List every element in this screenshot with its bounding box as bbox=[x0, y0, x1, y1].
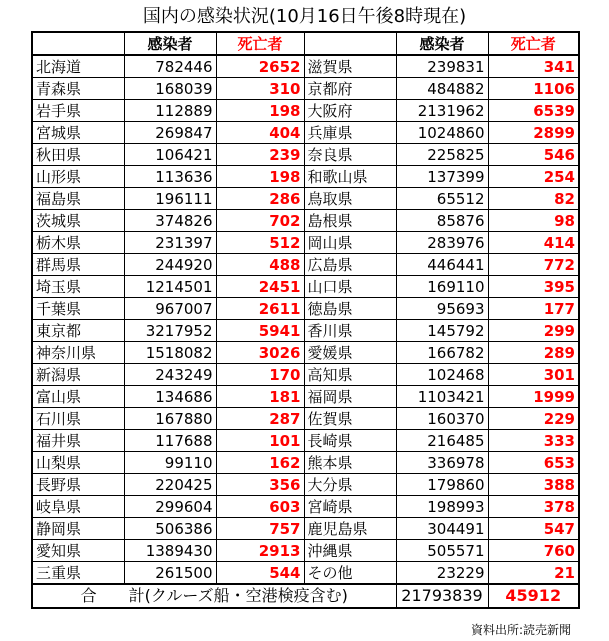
case-count: 283976 bbox=[396, 232, 488, 254]
case-count: 160370 bbox=[396, 408, 488, 430]
case-count: 106421 bbox=[124, 144, 216, 166]
case-count: 23229 bbox=[396, 562, 488, 585]
death-count: 547 bbox=[488, 518, 579, 540]
table-row bbox=[32, 254, 579, 276]
case-count: 198993 bbox=[396, 496, 488, 518]
prefecture-name: 岐阜県 bbox=[32, 496, 124, 518]
table-row bbox=[32, 518, 579, 540]
death-count: 239 bbox=[216, 144, 304, 166]
case-count: 304491 bbox=[396, 518, 488, 540]
table-row bbox=[32, 320, 579, 342]
death-count: 101 bbox=[216, 430, 304, 452]
death-count: 488 bbox=[216, 254, 304, 276]
table-row bbox=[32, 276, 579, 298]
death-count: 170 bbox=[216, 364, 304, 386]
table-row bbox=[32, 386, 579, 408]
death-count: 3026 bbox=[216, 342, 304, 364]
prefecture-name: 島根県 bbox=[304, 210, 396, 232]
header-cases-left: 感染者 bbox=[124, 32, 216, 55]
death-count: 356 bbox=[216, 474, 304, 496]
source-note: 資料出所:読売新聞 bbox=[470, 623, 571, 637]
case-count: 137399 bbox=[396, 166, 488, 188]
death-count: 286 bbox=[216, 188, 304, 210]
case-count: 145792 bbox=[396, 320, 488, 342]
header-deaths-right: 死亡者 bbox=[488, 32, 579, 55]
case-count: 261500 bbox=[124, 562, 216, 585]
case-count: 95693 bbox=[396, 298, 488, 320]
prefecture-name: 福島県 bbox=[32, 188, 124, 210]
death-count: 1999 bbox=[488, 386, 579, 408]
case-count: 179860 bbox=[396, 474, 488, 496]
table-row bbox=[32, 298, 579, 320]
table-row bbox=[32, 452, 579, 474]
prefecture-name: 福岡県 bbox=[304, 386, 396, 408]
case-count: 484882 bbox=[396, 78, 488, 100]
table-row bbox=[32, 364, 579, 386]
table-body bbox=[32, 32, 579, 584]
prefecture-name: 高知県 bbox=[304, 364, 396, 386]
death-count: 757 bbox=[216, 518, 304, 540]
death-count: 2611 bbox=[216, 298, 304, 320]
case-count: 1518082 bbox=[124, 342, 216, 364]
case-count: 196111 bbox=[124, 188, 216, 210]
total-deaths: 45912 bbox=[488, 584, 579, 608]
header-blank-left bbox=[32, 32, 124, 55]
case-count: 216485 bbox=[396, 430, 488, 452]
prefecture-name: 大分県 bbox=[304, 474, 396, 496]
prefecture-name: 三重県 bbox=[32, 562, 124, 585]
case-count: 244920 bbox=[124, 254, 216, 276]
case-count: 85876 bbox=[396, 210, 488, 232]
table-row bbox=[32, 122, 579, 144]
table-row bbox=[32, 100, 579, 122]
table-row bbox=[32, 540, 579, 562]
case-count: 169110 bbox=[396, 276, 488, 298]
header-deaths-left: 死亡者 bbox=[216, 32, 304, 55]
prefecture-name: 千葉県 bbox=[32, 298, 124, 320]
case-count: 446441 bbox=[396, 254, 488, 276]
case-count: 134686 bbox=[124, 386, 216, 408]
death-count: 2652 bbox=[216, 55, 304, 78]
prefecture-name: その他 bbox=[304, 562, 396, 585]
prefecture-name: 静岡県 bbox=[32, 518, 124, 540]
death-count: 82 bbox=[488, 188, 579, 210]
table-row bbox=[32, 562, 579, 585]
death-count: 378 bbox=[488, 496, 579, 518]
death-count: 341 bbox=[488, 55, 579, 78]
case-count: 505571 bbox=[396, 540, 488, 562]
prefecture-name: 滋賀県 bbox=[304, 55, 396, 78]
death-count: 404 bbox=[216, 122, 304, 144]
prefecture-name: 愛媛県 bbox=[304, 342, 396, 364]
death-count: 287 bbox=[216, 408, 304, 430]
case-count: 1389430 bbox=[124, 540, 216, 562]
case-count: 117688 bbox=[124, 430, 216, 452]
case-count: 1103421 bbox=[396, 386, 488, 408]
header-cases-right: 感染者 bbox=[396, 32, 488, 55]
case-count: 2131962 bbox=[396, 100, 488, 122]
prefecture-name: 鳥取県 bbox=[304, 188, 396, 210]
case-count: 243249 bbox=[124, 364, 216, 386]
death-count: 544 bbox=[216, 562, 304, 585]
case-count: 1024860 bbox=[396, 122, 488, 144]
prefecture-name: 沖縄県 bbox=[304, 540, 396, 562]
table-row bbox=[32, 166, 579, 188]
prefecture-name: 山形県 bbox=[32, 166, 124, 188]
table-row bbox=[32, 496, 579, 518]
page-title: 国内の感染状況(10月16日午後8時現在) bbox=[142, 6, 467, 27]
death-count: 2451 bbox=[216, 276, 304, 298]
prefecture-name: 山口県 bbox=[304, 276, 396, 298]
death-count: 289 bbox=[488, 342, 579, 364]
death-count: 198 bbox=[216, 100, 304, 122]
prefecture-name: 和歌山県 bbox=[304, 166, 396, 188]
death-count: 414 bbox=[488, 232, 579, 254]
death-count: 546 bbox=[488, 144, 579, 166]
death-count: 512 bbox=[216, 232, 304, 254]
death-count: 772 bbox=[488, 254, 579, 276]
prefecture-name: 福井県 bbox=[32, 430, 124, 452]
prefecture-name: 岡山県 bbox=[304, 232, 396, 254]
case-count: 1214501 bbox=[124, 276, 216, 298]
death-count: 229 bbox=[488, 408, 579, 430]
total-row bbox=[32, 584, 579, 608]
prefecture-name: 新潟県 bbox=[32, 364, 124, 386]
prefecture-name: 佐賀県 bbox=[304, 408, 396, 430]
case-count: 782446 bbox=[124, 55, 216, 78]
header-blank-right bbox=[304, 32, 396, 55]
death-count: 2899 bbox=[488, 122, 579, 144]
death-count: 6539 bbox=[488, 100, 579, 122]
death-count: 653 bbox=[488, 452, 579, 474]
table-row bbox=[32, 144, 579, 166]
case-count: 374826 bbox=[124, 210, 216, 232]
prefecture-name: 京都府 bbox=[304, 78, 396, 100]
prefecture-name: 長野県 bbox=[32, 474, 124, 496]
death-count: 21 bbox=[488, 562, 579, 585]
death-count: 1106 bbox=[488, 78, 579, 100]
prefecture-name: 宮崎県 bbox=[304, 496, 396, 518]
total-label: 合 計(クルーズ船・空港検疫含む) bbox=[32, 584, 396, 608]
prefecture-name: 徳島県 bbox=[304, 298, 396, 320]
death-count: 388 bbox=[488, 474, 579, 496]
prefecture-name: 鹿児島県 bbox=[304, 518, 396, 540]
death-count: 98 bbox=[488, 210, 579, 232]
table-row bbox=[32, 430, 579, 452]
death-count: 5941 bbox=[216, 320, 304, 342]
death-count: 181 bbox=[216, 386, 304, 408]
case-count: 3217952 bbox=[124, 320, 216, 342]
death-count: 198 bbox=[216, 166, 304, 188]
prefecture-name: 兵庫県 bbox=[304, 122, 396, 144]
death-count: 333 bbox=[488, 430, 579, 452]
case-count: 113636 bbox=[124, 166, 216, 188]
death-count: 2913 bbox=[216, 540, 304, 562]
death-count: 299 bbox=[488, 320, 579, 342]
death-count: 603 bbox=[216, 496, 304, 518]
table-row bbox=[32, 210, 579, 232]
case-count: 166782 bbox=[396, 342, 488, 364]
table-row bbox=[32, 232, 579, 254]
death-count: 177 bbox=[488, 298, 579, 320]
prefecture-name: 大阪府 bbox=[304, 100, 396, 122]
case-count: 231397 bbox=[124, 232, 216, 254]
death-count: 702 bbox=[216, 210, 304, 232]
table-row bbox=[32, 342, 579, 364]
death-count: 310 bbox=[216, 78, 304, 100]
prefecture-name: 秋田県 bbox=[32, 144, 124, 166]
case-count: 99110 bbox=[124, 452, 216, 474]
prefecture-name: 栃木県 bbox=[32, 232, 124, 254]
prefecture-name: 岩手県 bbox=[32, 100, 124, 122]
case-count: 336978 bbox=[396, 452, 488, 474]
table-row bbox=[32, 188, 579, 210]
header-row bbox=[32, 32, 579, 55]
case-count: 65512 bbox=[396, 188, 488, 210]
prefecture-name: 香川県 bbox=[304, 320, 396, 342]
infection-table bbox=[31, 31, 580, 609]
case-count: 220425 bbox=[124, 474, 216, 496]
death-count: 760 bbox=[488, 540, 579, 562]
prefecture-name: 長崎県 bbox=[304, 430, 396, 452]
prefecture-name: 富山県 bbox=[32, 386, 124, 408]
case-count: 102468 bbox=[396, 364, 488, 386]
case-count: 269847 bbox=[124, 122, 216, 144]
prefecture-name: 広島県 bbox=[304, 254, 396, 276]
death-count: 301 bbox=[488, 364, 579, 386]
prefecture-name: 山梨県 bbox=[32, 452, 124, 474]
prefecture-name: 奈良県 bbox=[304, 144, 396, 166]
table-row bbox=[32, 55, 579, 78]
table-row bbox=[32, 78, 579, 100]
prefecture-name: 宮城県 bbox=[32, 122, 124, 144]
case-count: 299604 bbox=[124, 496, 216, 518]
case-count: 112889 bbox=[124, 100, 216, 122]
case-count: 168039 bbox=[124, 78, 216, 100]
case-count: 225825 bbox=[396, 144, 488, 166]
prefecture-name: 北海道 bbox=[32, 55, 124, 78]
table-row bbox=[32, 408, 579, 430]
prefecture-name: 神奈川県 bbox=[32, 342, 124, 364]
death-count: 162 bbox=[216, 452, 304, 474]
total-cases: 21793839 bbox=[396, 584, 488, 608]
prefecture-name: 愛知県 bbox=[32, 540, 124, 562]
case-count: 167880 bbox=[124, 408, 216, 430]
prefecture-name: 茨城県 bbox=[32, 210, 124, 232]
case-count: 967007 bbox=[124, 298, 216, 320]
prefecture-name: 埼玉県 bbox=[32, 276, 124, 298]
case-count: 239831 bbox=[396, 55, 488, 78]
death-count: 395 bbox=[488, 276, 579, 298]
prefecture-name: 熊本県 bbox=[304, 452, 396, 474]
prefecture-name: 群馬県 bbox=[32, 254, 124, 276]
case-count: 506386 bbox=[124, 518, 216, 540]
prefecture-name: 東京都 bbox=[32, 320, 124, 342]
prefecture-name: 石川県 bbox=[32, 408, 124, 430]
death-count: 254 bbox=[488, 166, 579, 188]
table-row bbox=[32, 474, 579, 496]
prefecture-name: 青森県 bbox=[32, 78, 124, 100]
